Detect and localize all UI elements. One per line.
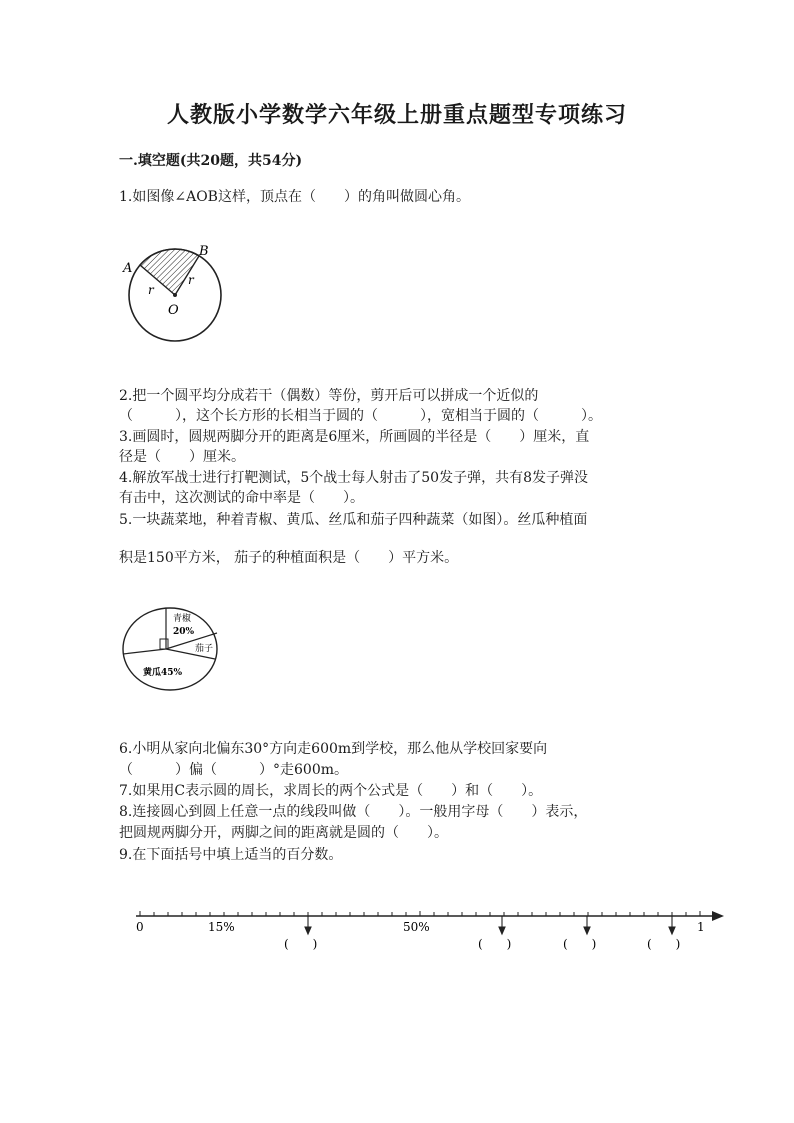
label-huanggua: 黄瓜45%: [143, 668, 183, 678]
question-8-line-1: 8.连接圆心到圆上任意一点的线段叫做（ ）。一般用字母（ ）表示，: [119, 804, 588, 820]
label-b: B: [199, 244, 209, 259]
page-title: 人教版小学数学六年级上册重点题型专项练习: [166, 102, 627, 128]
question-6-line-1: 6.小明从家向北偏东30°方向走600m到学校，那么他从学校回家要向: [119, 741, 548, 757]
figure-number-line: [128, 900, 728, 956]
question-3-line-2: 径是（ ）厘米。: [119, 449, 245, 465]
question-4-line-1: 4.解放军战士进行打靶测试，5个战士每人射击了50发子弹，共有8发子弹没: [119, 470, 588, 486]
pie-divider-left: [123, 649, 166, 654]
question-7: 7.如果用C表示圆的周长，求周长的两个公式是（ ）和（ ）。: [119, 783, 543, 799]
down-arrows: [305, 916, 675, 934]
section-heading: 一.填空题(共20题，共54分): [119, 153, 303, 169]
question-4-line-2: 有击中，这次测试的命中率是（ ）。: [119, 490, 364, 506]
question-8-line-2: 把圆规两脚分开，两脚之间的距离就是圆的（ ）。: [119, 825, 448, 841]
answer-blank-1: ( ): [284, 937, 318, 951]
question-3-line-1: 3.画圆时，圆规两脚分开的距离是6厘米，所画圆的半径是（ ）厘米，直: [119, 429, 590, 445]
label-a: A: [123, 261, 133, 276]
question-1: 1.如图像∠AOB这样，顶点在（ ）的角叫做圆心角。: [119, 189, 470, 205]
right-angle-marker: [160, 639, 168, 649]
tick-label-50: 50%: [403, 920, 430, 934]
figure-vegetable-pie: [118, 604, 226, 694]
label-qiezi: 茄子: [195, 644, 214, 654]
figure-central-angle: [118, 238, 228, 348]
answer-blank-2: ( ): [478, 937, 512, 951]
tick-label-15: 15%: [208, 920, 235, 934]
label-o: O: [168, 303, 179, 318]
center-point: [173, 293, 177, 297]
question-5-line-2: 积是150平方米， 茄子的种植面积是（ ）平方米。: [119, 550, 459, 566]
label-r-left: r: [148, 283, 154, 297]
answer-blank-4: ( ): [647, 937, 681, 951]
tick-label-1: 1: [697, 920, 705, 934]
question-6-line-2: （ ）偏（ ）°走600m。: [119, 762, 348, 778]
question-9: 9.在下面括号中填上适当的百分数。: [119, 847, 343, 863]
question-2-line-2: （ ），这个长方形的长相当于圆的（ ），宽相当于圆的（ ）。: [119, 408, 602, 424]
tick-marks: [140, 911, 700, 916]
number-line-arrowhead: [712, 911, 724, 921]
label-qingjiao: 青椒: [173, 614, 192, 624]
question-5-line-1: 5.一块蔬菜地，种着青椒、黄瓜、丝瓜和茄子四种蔬菜（如图）。丝瓜种植面: [119, 512, 588, 528]
value-qingjiao: 20%: [173, 627, 195, 637]
label-r-right: r: [188, 273, 194, 287]
question-2-line-1: 2.把一个圆平均分成若干（偶数）等份，剪开后可以拼成一个近似的: [119, 388, 539, 404]
answer-blank-3: ( ): [563, 937, 597, 951]
tick-label-0: 0: [136, 920, 144, 934]
